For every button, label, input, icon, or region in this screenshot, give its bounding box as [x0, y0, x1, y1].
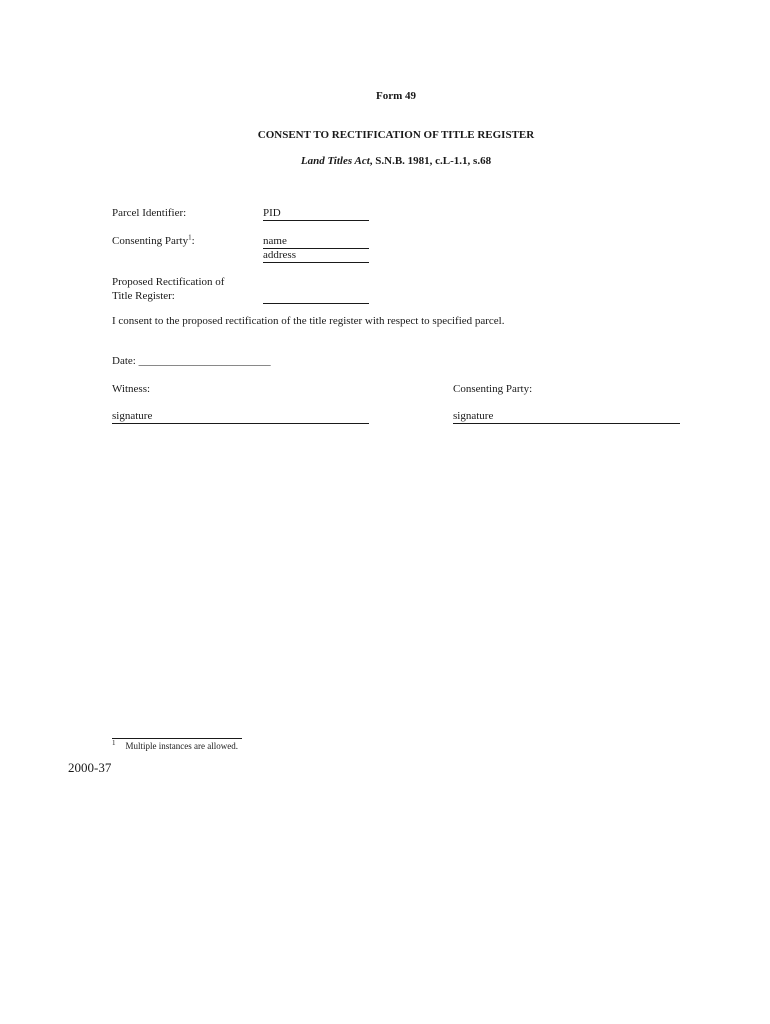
consenting-party-name-field[interactable]: name	[263, 235, 369, 249]
consenting-party-label: Consenting Party$^1$:	[112, 233, 195, 247]
footnote-reference: 1	[188, 233, 192, 242]
consenting-party-signature-line[interactable]: signature	[453, 409, 680, 424]
date-field[interactable]: Date: ________________________	[112, 355, 271, 367]
act-citation: , S.N.B. 1981, c.L-1.1, s.68	[369, 155, 492, 167]
proposed-rectification-field[interactable]	[263, 290, 369, 304]
proposed-rectification-label-line2: Title Register:	[112, 290, 175, 302]
footnote-text: Multiple instances are allowed.	[125, 741, 238, 751]
footnote-mark: 1	[112, 739, 116, 747]
parcel-identifier-field[interactable]: PID	[263, 207, 369, 221]
form-number: Form 49	[375, 90, 416, 102]
act-reference	[0, 155, 770, 167]
footnote	[112, 741, 238, 751]
form-title: CONSENT TO RECTIFICATION OF TITLE REGISTER	[257, 129, 535, 141]
act-name: Land Titles Act	[300, 155, 370, 167]
proposed-rectification-label-line1: Proposed Rectification of	[112, 276, 225, 288]
witness-label: Witness:	[112, 383, 151, 395]
witness-signature-line[interactable]: signature	[112, 409, 369, 424]
page-code: 2000-37	[68, 760, 112, 775]
consenting-party-address-field[interactable]: address	[263, 249, 369, 263]
consent-statement: I consent to the proposed rectification of the title register with respect to specified parcel.	[112, 315, 505, 327]
consenting-party-signature-label: Consenting Party:	[453, 383, 533, 395]
parcel-identifier-label: Parcel Identifier:	[112, 207, 187, 219]
footnote-divider	[112, 738, 242, 739]
